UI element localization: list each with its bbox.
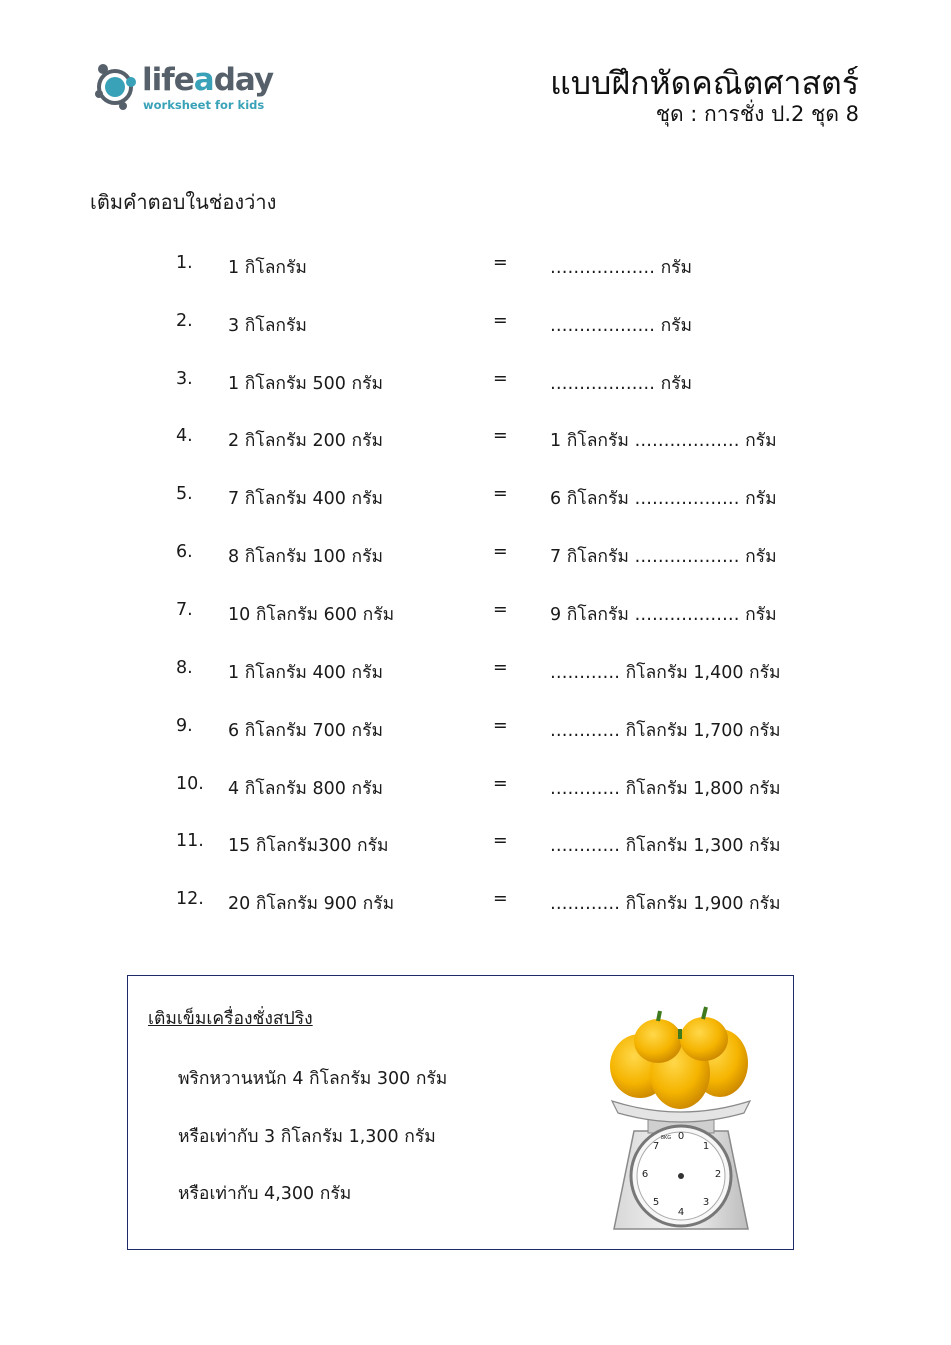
question-number: 6. xyxy=(176,542,193,562)
question-number: 12. xyxy=(176,889,204,909)
equals-sign: = xyxy=(493,311,508,331)
equals-sign: = xyxy=(493,831,508,851)
svg-text:3: 3 xyxy=(702,1197,710,1208)
question-text: 10 กิโลกรัม 600 กรัม xyxy=(228,605,395,625)
question-row xyxy=(0,369,951,399)
logo-wordmark: lifeaday xyxy=(142,62,274,98)
question-text: 6 กิโลกรัม 700 กรัม xyxy=(228,721,384,741)
logo-tagline: worksheet for kids xyxy=(143,98,265,112)
svg-text:0: 0 xyxy=(677,1131,685,1142)
instruction-text: เติมคำตอบในช่องว่าง xyxy=(90,190,277,214)
question-number: 3. xyxy=(176,369,193,389)
equals-sign: = xyxy=(493,600,508,620)
question-text: 7 กิโลกรัม 400 กรัม xyxy=(228,489,384,509)
question-row xyxy=(0,889,951,919)
answer-blank: 7 กิโลกรัม ……………… กรัม xyxy=(550,547,777,567)
question-row xyxy=(0,600,951,630)
pepper-icon xyxy=(610,1007,748,1109)
equals-sign: = xyxy=(493,889,508,909)
question-text: 3 กิโลกรัม xyxy=(228,316,307,336)
equals-sign: = xyxy=(493,426,508,446)
equals-sign: = xyxy=(493,658,508,678)
question-row xyxy=(0,831,951,861)
answer-blank: ………… กิโลกรัม 1,300 กรัม xyxy=(550,836,781,856)
svg-text:5: 5 xyxy=(652,1197,660,1208)
svg-text:4: 4 xyxy=(677,1207,685,1218)
answer-blank: ………… กิโลกรัม 1,800 กรัม xyxy=(550,779,781,799)
svg-text:6: 6 xyxy=(641,1169,649,1180)
equals-sign: = xyxy=(493,542,508,562)
question-text: 20 กิโลกรัม 900 กรัม xyxy=(228,894,395,914)
answer-blank: 9 กิโลกรัม ……………… กรัม xyxy=(550,605,777,625)
svg-text:2: 2 xyxy=(714,1169,722,1180)
spring-scale-illustration xyxy=(598,1001,764,1241)
question-row xyxy=(0,484,951,514)
question-row xyxy=(0,716,951,746)
question-text: 15 กิโลกรัม300 กรัม xyxy=(228,836,389,856)
question-row xyxy=(0,426,951,456)
svg-text:8KG: 8KG xyxy=(660,1135,672,1141)
question-number: 11. xyxy=(176,831,204,851)
page-title: แบบฝึกหัดคณิตศาสตร์ xyxy=(550,64,859,102)
svg-text:7: 7 xyxy=(652,1141,660,1152)
answer-blank: 1 กิโลกรัม ……………… กรัม xyxy=(550,431,777,451)
box-line: พริกหวานหนัก 4 กิโลกรัม 300 กรัม xyxy=(178,1069,448,1089)
question-text: 1 กิโลกรัม 500 กรัม xyxy=(228,374,384,394)
question-number: 10. xyxy=(176,774,204,794)
spring-scale-box xyxy=(127,975,794,1250)
answer-blank: ……………… กรัม xyxy=(550,374,693,394)
question-row xyxy=(0,311,951,341)
page-subtitle: ชุด : การชั่ง ป.2 ชุด 8 xyxy=(655,102,859,126)
question-number: 8. xyxy=(176,658,193,678)
question-number: 7. xyxy=(176,600,193,620)
question-number: 5. xyxy=(176,484,193,504)
question-row xyxy=(0,774,951,804)
question-row xyxy=(0,253,951,283)
answer-blank: ………… กิโลกรัม 1,700 กรัม xyxy=(550,721,781,741)
equals-sign: = xyxy=(493,774,508,794)
answer-blank: ……………… กรัม xyxy=(550,258,693,278)
answer-blank: ……………… กรัม xyxy=(550,316,693,336)
question-text: 2 กิโลกรัม 200 กรัม xyxy=(228,431,384,451)
molecule-logo-icon xyxy=(90,60,140,114)
answer-blank: ………… กิโลกรัม 1,900 กรัม xyxy=(550,894,781,914)
question-row xyxy=(0,658,951,688)
answer-blank: ………… กิโลกรัม 1,400 กรัม xyxy=(550,663,781,683)
question-text: 1 กิโลกรัม xyxy=(228,258,307,278)
question-number: 4. xyxy=(176,426,193,446)
question-text: 8 กิโลกรัม 100 กรัม xyxy=(228,547,384,567)
logo xyxy=(90,60,290,116)
equals-sign: = xyxy=(493,253,508,273)
question-text: 4 กิโลกรัม 800 กรัม xyxy=(228,779,384,799)
question-number: 1. xyxy=(176,253,193,273)
answer-blank: 6 กิโลกรัม ……………… กรัม xyxy=(550,489,777,509)
question-row xyxy=(0,542,951,572)
question-text: 1 กิโลกรัม 400 กรัม xyxy=(228,663,384,683)
box-title: เติมเข็มเครื่องชั่งสปริง xyxy=(148,1009,313,1029)
equals-sign: = xyxy=(493,716,508,736)
question-number: 9. xyxy=(176,716,193,736)
box-line: หรือเท่ากับ 3 กิโลกรัม 1,300 กรัม xyxy=(178,1127,436,1147)
box-line: หรือเท่ากับ 4,300 กรัม xyxy=(178,1184,352,1204)
equals-sign: = xyxy=(493,369,508,389)
svg-text:1: 1 xyxy=(702,1141,710,1152)
equals-sign: = xyxy=(493,484,508,504)
question-number: 2. xyxy=(176,311,193,331)
